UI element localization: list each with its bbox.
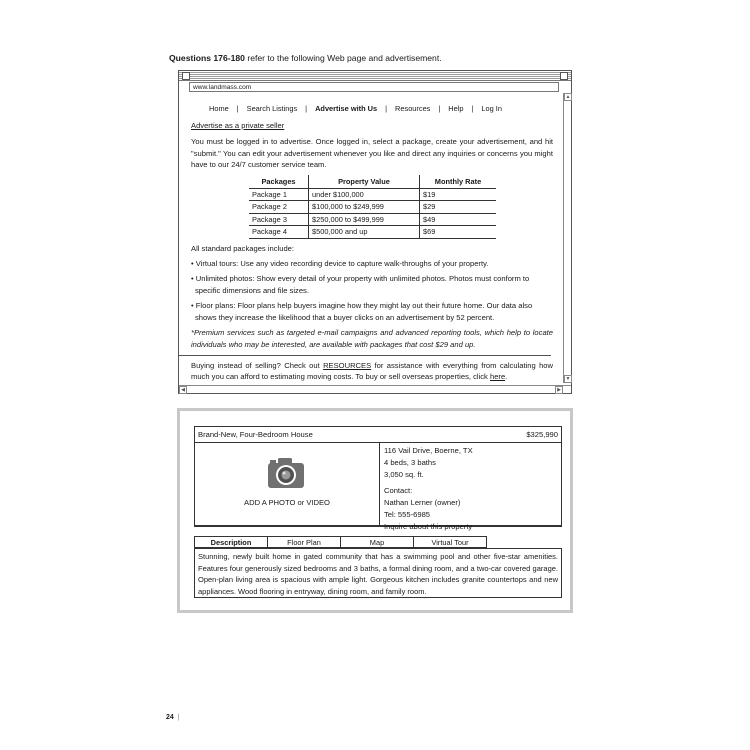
- table-cell: Package 4: [249, 226, 309, 238]
- page-number: [166, 714, 180, 721]
- page-title: Advertise as a private seller: [191, 121, 285, 130]
- table-cell: $100,000 to $249,999: [309, 201, 420, 213]
- heading-bold: Questions 176-180: [169, 53, 245, 63]
- table-cell: Package 1: [249, 189, 309, 201]
- table-cell: $250,000 to $499,999: [309, 213, 420, 225]
- table-row: [249, 189, 496, 201]
- nav-advertise[interactable]: Advertise with Us: [315, 104, 378, 113]
- listing-title: Brand-New, Four-Bedroom House: [198, 430, 313, 439]
- table-row: [249, 213, 496, 225]
- site-nav: [209, 104, 502, 113]
- square-footage: 3,050 sq. ft.: [384, 470, 424, 479]
- bullet-floor-plans: • Floor plans: Floor plans help buyers imagine how they might lay out their future home. Our data also shows they increase the likelihood that a buyer clicks on an advertisement by 52 percent.: [191, 301, 533, 322]
- nav-separator: |: [438, 104, 441, 113]
- nav-separator: |: [305, 104, 308, 113]
- title-bar: [179, 71, 571, 81]
- premium-note: *Premium services such as targeted e-mail campaigns and advanced reporting tools, which help to locate individuals who may be interested, are available with packages that cost $29 and up.: [191, 328, 553, 349]
- listing-header: [195, 427, 561, 443]
- resources-link[interactable]: RESOURCES: [323, 360, 372, 370]
- scroll-right-arrow-icon[interactable]: ▶: [555, 386, 563, 394]
- beds-baths: 4 beds, 3 baths: [384, 458, 436, 467]
- nav-separator: |: [385, 104, 388, 113]
- inquire-link[interactable]: Inquire about this property: [384, 522, 473, 531]
- listing-details: [384, 445, 473, 533]
- contact-phone: Tel: 555-6985: [384, 510, 431, 519]
- column-header: Monthly Rate: [420, 175, 497, 189]
- page-number-value: 24: [166, 714, 174, 721]
- footer-text: [191, 360, 553, 383]
- nav-separator: |: [471, 104, 474, 113]
- contact-label: Contact:: [384, 486, 413, 495]
- bullet-unlimited-photos: • Unlimited photos: Show every detail of your property with unlimited photos. Photos must conform to specific dimensions and file sizes.: [191, 274, 530, 295]
- add-photo-label[interactable]: ADD A PHOTO or VIDEO: [244, 498, 330, 507]
- listing-body: [195, 443, 561, 531]
- packages-table: [249, 175, 496, 239]
- advertisement: [177, 408, 573, 613]
- table-cell: $49: [420, 213, 497, 225]
- table-cell: $19: [420, 189, 497, 201]
- nav-help[interactable]: Help: [448, 104, 464, 113]
- nav-separator: |: [236, 104, 239, 113]
- includes-label: All standard packages include:: [191, 243, 295, 253]
- page-content: [191, 120, 553, 383]
- listing-tabs: [194, 536, 562, 548]
- zoom-box-icon[interactable]: [560, 72, 568, 80]
- nav-resources[interactable]: Resources: [395, 104, 431, 113]
- footer-text-b: for assistance with everything from calculating how much you can afford to estimating moving costs. To buy or sell overseas properties, click: [191, 360, 553, 382]
- footer-text-a: Buying instead of selling? Check out: [191, 360, 324, 370]
- camera-icon[interactable]: [265, 456, 307, 490]
- listing-description: Stunning, newly built home in gated community that has a swimming pool and other five-star amenities. Features four generously sized bedrooms and 3 baths, a formal dining room, and a two-car covered garage. Open-plan living area is spacious with ample light. Gorgeous kitchen includes granite countertops and new appliances. Wood flooring in entryway, dining room, and family room.: [194, 548, 562, 598]
- intro-text: You must be logged in to advertise. Once logged in, select a package, create your advertisement, and hit "submit." You can edit your advertisement whenever you like and direct any inquiries or concerns you might have to our 24/7 customer service team.: [191, 137, 553, 170]
- vertical-scrollbar[interactable]: [563, 93, 572, 383]
- table-row: [249, 201, 496, 213]
- scroll-down-arrow-icon[interactable]: ▼: [565, 376, 571, 382]
- page-number-divider: |: [177, 714, 180, 721]
- nav-log-in[interactable]: Log In: [481, 104, 502, 113]
- table-cell: $500,000 and up: [309, 226, 420, 238]
- browser-window: [178, 70, 572, 394]
- column-header: Packages: [249, 175, 309, 189]
- nav-home[interactable]: Home: [209, 104, 229, 113]
- scroll-up-arrow-icon[interactable]: ▲: [565, 94, 571, 100]
- scroll-left-arrow-icon[interactable]: ◀: [179, 386, 187, 394]
- table-cell: Package 2: [249, 201, 309, 213]
- table-cell: under $100,000: [309, 189, 420, 201]
- url-bar[interactable]: www.landmass.com: [189, 82, 559, 92]
- nav-search-listings[interactable]: Search Listings: [246, 104, 298, 113]
- table-cell: $29: [420, 201, 497, 213]
- tab-virtual-tour[interactable]: Virtual Tour: [413, 536, 487, 548]
- table-cell: $69: [420, 226, 497, 238]
- close-box-icon[interactable]: [182, 72, 190, 80]
- photo-area[interactable]: [195, 443, 380, 525]
- horizontal-scrollbar[interactable]: [179, 385, 571, 394]
- address: 116 Vail Drive, Boerne, TX: [384, 446, 473, 455]
- bullet-virtual-tours: • Virtual tours: Use any video recording device to capture walk-throughs of your property.: [191, 259, 489, 269]
- table-cell: Package 3: [249, 213, 309, 225]
- column-header: Property Value: [309, 175, 420, 189]
- heading-rest: refer to the following Web page and advertisement.: [244, 53, 442, 63]
- footer-text-end: .: [505, 372, 508, 382]
- content-divider: [179, 355, 551, 356]
- table-row: [249, 226, 496, 238]
- tab-map[interactable]: Map: [340, 536, 414, 548]
- question-heading: [169, 53, 442, 63]
- tab-description[interactable]: Description: [194, 536, 268, 548]
- tab-floor-plan[interactable]: Floor Plan: [267, 536, 341, 548]
- table-header-row: [249, 175, 496, 189]
- here-link[interactable]: here: [489, 372, 506, 382]
- listing-card: [194, 426, 562, 531]
- contact-name: Nathan Lerner (owner): [384, 498, 461, 507]
- listing-price: $325,990: [526, 430, 558, 439]
